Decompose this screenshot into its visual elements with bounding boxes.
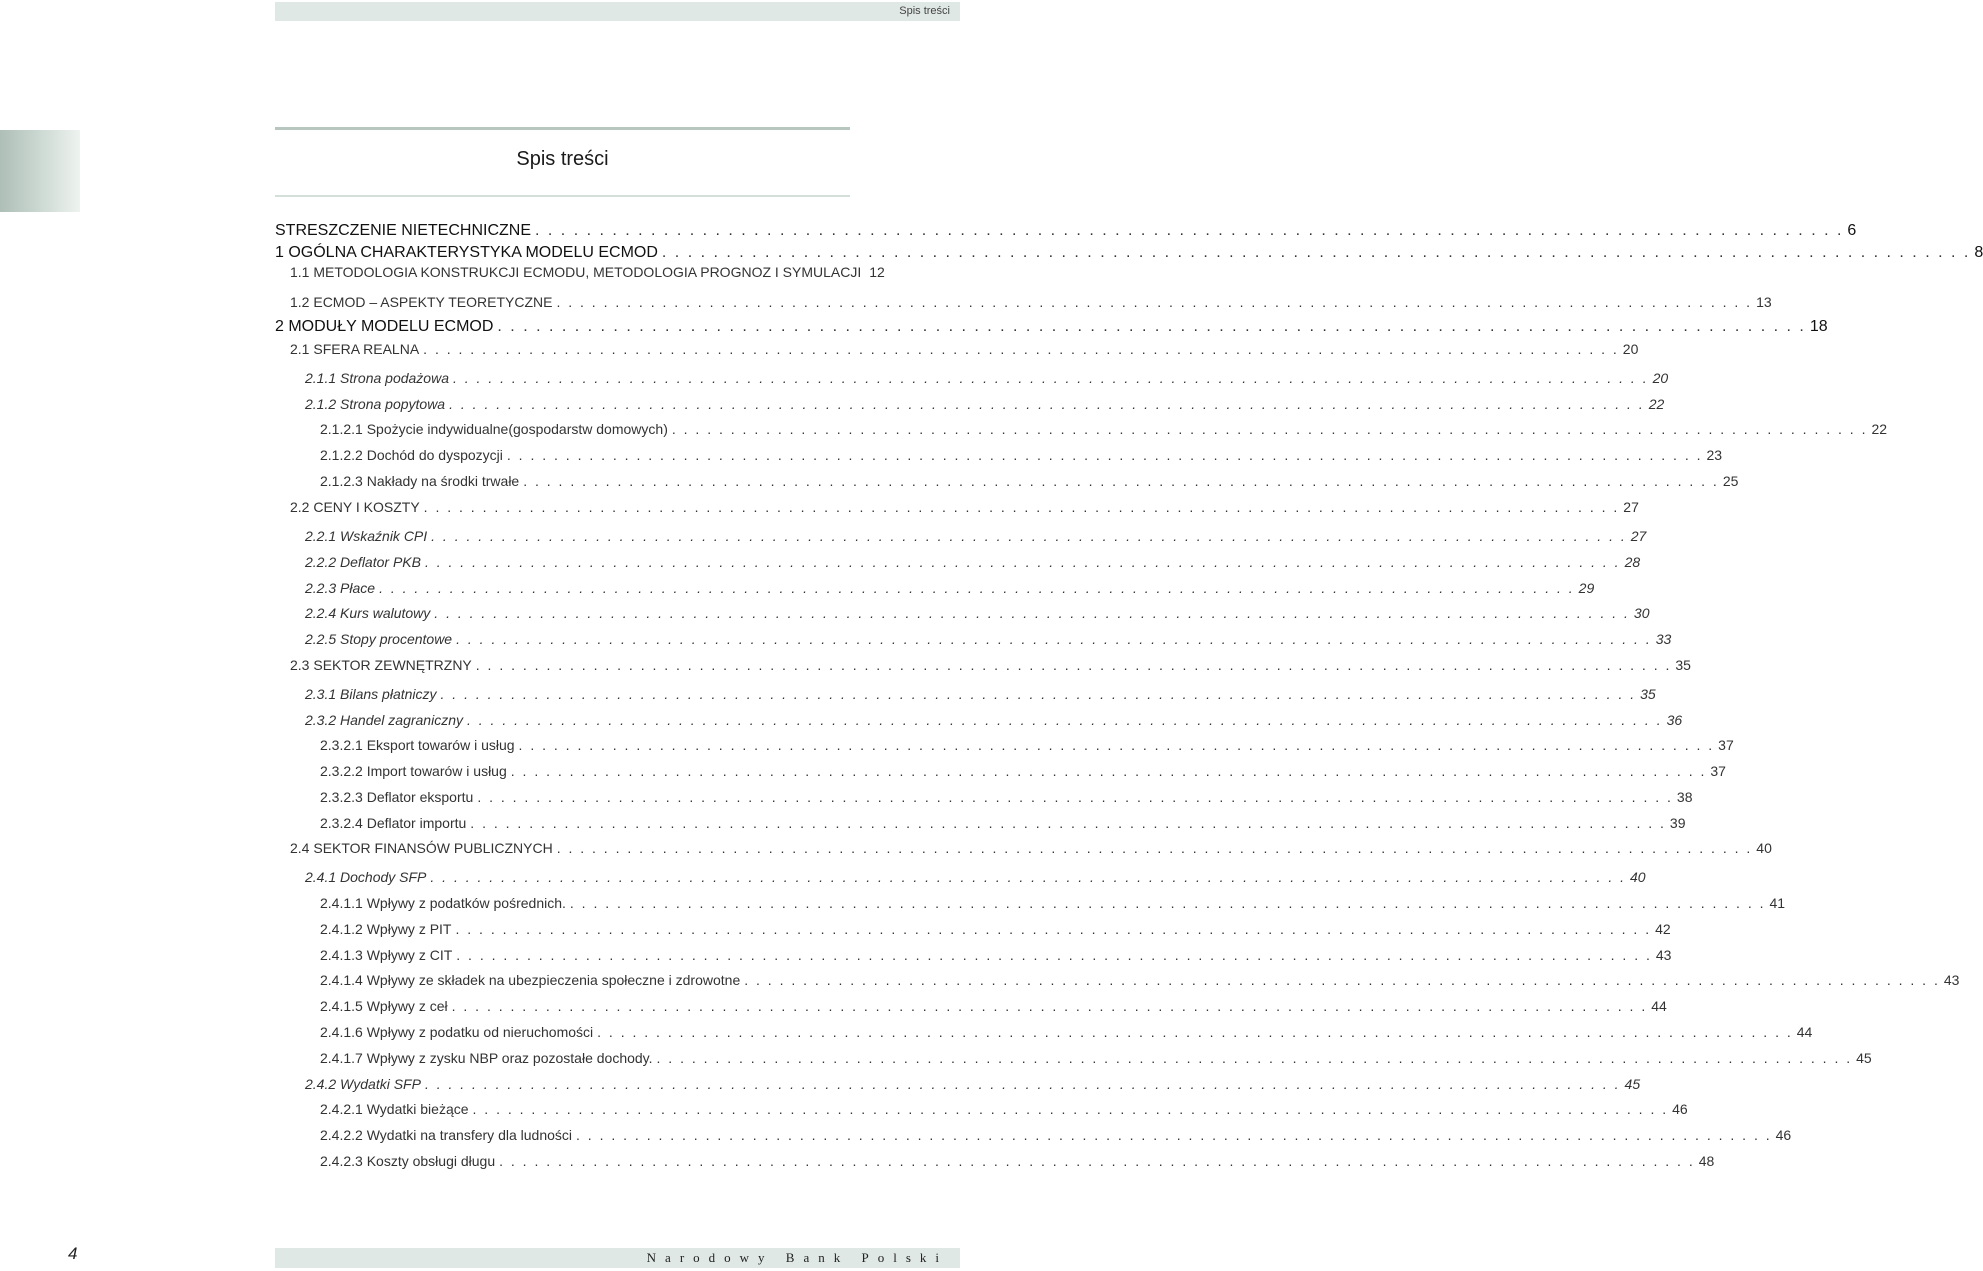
- toc-entry-label: 2.4.1.1 Wpływy z podatków pośrednich.: [320, 895, 566, 911]
- toc-entry-page: 22: [1871, 421, 1888, 437]
- toc-entry-label: 2.1 SFERA REALNA: [290, 341, 420, 357]
- toc-entry[interactable]: [320, 1024, 1813, 1040]
- toc-entry-page: 41: [1769, 895, 1786, 911]
- toc-leader-dots: [657, 1050, 1853, 1066]
- toc-entry[interactable]: [320, 473, 1739, 489]
- toc-entry[interactable]: [290, 499, 1639, 515]
- toc-leader-dots: [434, 605, 1630, 621]
- toc-leader-dots: [449, 396, 1645, 412]
- toc-entry-page: 18: [1809, 318, 1828, 335]
- toc-leader-dots: [511, 763, 1707, 779]
- toc-entry-label: 2.4.1.5 Wpływy z ceł: [320, 998, 448, 1014]
- toc-entry-label: 2.4.2 Wydatki SFP: [305, 1076, 421, 1092]
- toc-entry[interactable]: [305, 580, 1595, 596]
- toc-entry-page: 46: [1775, 1127, 1792, 1143]
- toc-entry-page: 37: [1710, 763, 1726, 779]
- toc-entry[interactable]: [290, 840, 1772, 856]
- toc-entry-label: 2.4 SEKTOR FINANSÓW PUBLICZNYCH: [290, 840, 553, 856]
- toc-entry[interactable]: [275, 222, 1857, 240]
- toc-entry-page: 35: [1640, 686, 1656, 702]
- toc-entry-label: 2.2.4 Kurs walutowy: [305, 605, 431, 621]
- toc-entry-label: 1.2 ECMOD – ASPEKTY TEORETYCZNE: [290, 294, 553, 310]
- toc-entry-label: 2.4.1.7 Wpływy z zysku NBP oraz pozostałe dochody.: [320, 1050, 653, 1066]
- toc-entry-page: 43: [1943, 972, 1960, 988]
- toc-entry-label: 2.3.2 Handel zagraniczny: [305, 712, 463, 728]
- toc-leader-dots: [662, 244, 1970, 262]
- toc-leader-dots: [476, 657, 1672, 673]
- toc-entry-page: 12: [869, 264, 885, 280]
- toc-entry-page: 33: [1655, 631, 1672, 647]
- header-section-label: Spis treści: [899, 5, 950, 17]
- toc-entry[interactable]: [320, 998, 1667, 1014]
- toc-entry[interactable]: [320, 1153, 1715, 1169]
- toc-entry[interactable]: [320, 763, 1726, 779]
- footer-bar: [275, 1248, 960, 1268]
- toc-entry-label: 2.4.1.2 Wpływy z PIT: [320, 921, 452, 937]
- toc-entry-label: 2.4.1.3 Wpływy z CIT: [320, 947, 453, 963]
- toc-entry[interactable]: [305, 869, 1646, 885]
- toc-entry[interactable]: [305, 528, 1647, 544]
- toc-leader-dots: [424, 499, 1620, 515]
- toc-entry-page: 37: [1718, 737, 1734, 753]
- toc-entry[interactable]: [320, 895, 1786, 911]
- toc-entry[interactable]: [290, 657, 1691, 673]
- toc-entry-page: 38: [1676, 789, 1693, 805]
- toc-entry-label: 2.2.3 Płace: [305, 580, 376, 596]
- toc-leader-dots: [557, 840, 1753, 856]
- toc-entry-page: 22: [1648, 396, 1665, 412]
- toc-leader-dots: [672, 421, 1868, 437]
- toc-leader-dots: [431, 528, 1627, 544]
- toc-entry[interactable]: [290, 294, 1772, 310]
- toc-entry[interactable]: [320, 1127, 1792, 1143]
- toc-entry-label: STRESZCZENIE NIETECHNICZNE: [275, 222, 532, 239]
- toc-entry[interactable]: [305, 1076, 1641, 1092]
- toc-entry[interactable]: [320, 1050, 1872, 1066]
- toc-entry-label: 2.4.2.3 Koszty obsługi długu: [320, 1153, 496, 1169]
- toc-entry-label: 2.4.1.6 Wpływy z podatku od nieruchomości: [320, 1024, 594, 1040]
- toc-entry-label: 2.4.2.1 Wydatki bieżące: [320, 1101, 469, 1117]
- toc-leader-dots: [477, 789, 1673, 805]
- toc-leader-dots: [556, 294, 1752, 310]
- toc-leader-dots: [507, 447, 1703, 463]
- toc-entry-page: 46: [1672, 1101, 1688, 1117]
- toc-entry-label: 2.3.1 Bilans płatniczy: [305, 686, 437, 702]
- toc-entry-label: 2.3 SEKTOR ZEWNĘTRZNY: [290, 657, 472, 673]
- toc-leader-dots: [576, 1127, 1772, 1143]
- toc-entry-page: 29: [1578, 580, 1595, 596]
- toc-leader-dots: [430, 869, 1626, 885]
- toc-entry-page: 44: [1651, 998, 1667, 1014]
- toc-entry-page: 6: [1847, 222, 1857, 239]
- toc-entry-page: 36: [1666, 712, 1683, 728]
- toc-entry[interactable]: [305, 712, 1683, 728]
- toc-entry[interactable]: [320, 447, 1723, 463]
- toc-leader-dots: [597, 1024, 1793, 1040]
- toc-entry[interactable]: [305, 396, 1665, 412]
- toc-entry-label: 2.2 CENY I KOSZTY: [290, 499, 420, 515]
- toc-entry-label: 1 OGÓLNA CHARAKTERYSTYKA MODELU ECMOD: [275, 244, 658, 261]
- page-number: 4: [68, 1244, 78, 1263]
- toc-entry[interactable]: [320, 789, 1693, 805]
- toc-entry[interactable]: [290, 264, 885, 280]
- toc-entry[interactable]: [320, 947, 1672, 963]
- toc-entry-label: 2.2.1 Wskaźnik CPI: [305, 528, 428, 544]
- toc-leader-dots: [423, 341, 1619, 357]
- toc-entry-page: 45: [1624, 1076, 1641, 1092]
- page-title: Spis treści: [516, 148, 609, 170]
- toc-entry-page: 8: [1974, 244, 1983, 261]
- toc-entry[interactable]: [305, 370, 1669, 386]
- toc-leader-dots: [499, 1153, 1695, 1169]
- toc-entry[interactable]: [320, 972, 1960, 988]
- toc-entry-label: 2.3.2.2 Import towarów i usług: [320, 763, 507, 779]
- toc-entry-page: 45: [1856, 1050, 1872, 1066]
- toc-entry-label: 2.3.2.4 Deflator importu: [320, 815, 467, 831]
- toc-entry-label: 2.4.1.4 Wpływy ze składek na ubezpieczenia społeczne i zdrowotne: [320, 972, 741, 988]
- toc-entry-page: 27: [1623, 499, 1639, 515]
- toc-entry[interactable]: [305, 686, 1656, 702]
- toc-entry-label: 2.1.2.3 Nakłady na środki trwałe: [320, 473, 520, 489]
- toc-entry-label: 2.1.2 Strona popytowa: [305, 396, 446, 412]
- toc-leader-dots: [535, 222, 1843, 240]
- toc-leader-dots: [473, 1101, 1669, 1117]
- toc-entry-page: 23: [1706, 447, 1723, 463]
- toc-leader-dots: [497, 318, 1805, 336]
- toc-entry[interactable]: [320, 815, 1686, 831]
- toc-entry-label: 2.4.2.2 Wydatki na transfery dla ludności: [320, 1127, 573, 1143]
- toc-entry-label: 2.3.2.1 Eksport towarów i usług: [320, 737, 515, 753]
- toc-entry-page: 44: [1796, 1024, 1813, 1040]
- toc-entry-page: 42: [1655, 921, 1671, 937]
- toc-entry[interactable]: [305, 605, 1650, 621]
- toc-entry-page: 39: [1669, 815, 1686, 831]
- toc-entry[interactable]: [320, 421, 1888, 437]
- toc-entry[interactable]: [275, 318, 1828, 336]
- toc-entry-label: 2.1.2.2 Dochód do dyspozycji: [320, 447, 503, 463]
- toc-leader-dots: [456, 947, 1652, 963]
- toc-entry-page: 40: [1630, 869, 1646, 885]
- toc-leader-dots: [455, 921, 1651, 937]
- toc-leader-dots: [425, 1076, 1621, 1092]
- publisher-name: Narodowy Bank Polski: [646, 1250, 948, 1265]
- toc-entry-page: 28: [1624, 554, 1641, 570]
- toc-entry-label: 2.3.2.3 Deflator eksportu: [320, 789, 474, 805]
- toc-entry-page: 13: [1756, 294, 1772, 310]
- toc-leader-dots: [441, 686, 1637, 702]
- toc-entry-label: 2 MODUŁY MODELU ECMOD: [275, 318, 494, 335]
- toc-leader-dots: [744, 972, 1940, 988]
- toc-entry[interactable]: [305, 631, 1672, 647]
- toc-entry-page: 40: [1756, 840, 1772, 856]
- toc-leader-dots: [519, 737, 1715, 753]
- toc-entry-label: 2.1.1 Strona podażowa: [305, 370, 449, 386]
- toc-entry[interactable]: [305, 554, 1641, 570]
- toc-leader-dots: [523, 473, 1719, 489]
- toc-entry-page: 48: [1698, 1153, 1715, 1169]
- toc-entry[interactable]: [320, 737, 1734, 753]
- toc-entry[interactable]: [275, 244, 1983, 262]
- toc-leader-dots: [453, 370, 1649, 386]
- toc-entry[interactable]: [290, 341, 1639, 357]
- toc-entry-page: 27: [1630, 528, 1647, 544]
- toc-entry-page: 43: [1655, 947, 1672, 963]
- toc-leader-dots: [467, 712, 1663, 728]
- toc-leader-dots: [456, 631, 1652, 647]
- toc-entry[interactable]: [320, 1101, 1688, 1117]
- toc-entry-label: 1.1 METODOLOGIA KONSTRUKCJI ECMODU, METODOLOGIA PROGNOZ I SYMULACJI: [290, 264, 862, 280]
- toc-entry[interactable]: [320, 921, 1671, 937]
- toc-leader-dots: [470, 815, 1666, 831]
- toc-entry-label: 2.1.2.1 Spożycie indywidualne(gospodarstw domowych): [320, 421, 668, 437]
- toc-entry-page: 20: [1622, 341, 1639, 357]
- toc-leader-dots: [570, 895, 1766, 911]
- toc-entry-label: 2.4.1 Dochody SFP: [305, 869, 427, 885]
- toc-leader-dots: [452, 998, 1648, 1014]
- toc-leader-dots: [379, 580, 1575, 596]
- toc-entry-page: 25: [1722, 473, 1739, 489]
- toc-entry-page: 30: [1633, 605, 1650, 621]
- toc-entry-page: 35: [1675, 657, 1691, 673]
- toc-leader-dots: [425, 554, 1621, 570]
- toc-entry-label: 2.2.2 Deflator PKB: [305, 554, 421, 570]
- toc-entry-page: 20: [1652, 370, 1669, 386]
- toc-entry-label: 2.2.5 Stopy procentowe: [305, 631, 453, 647]
